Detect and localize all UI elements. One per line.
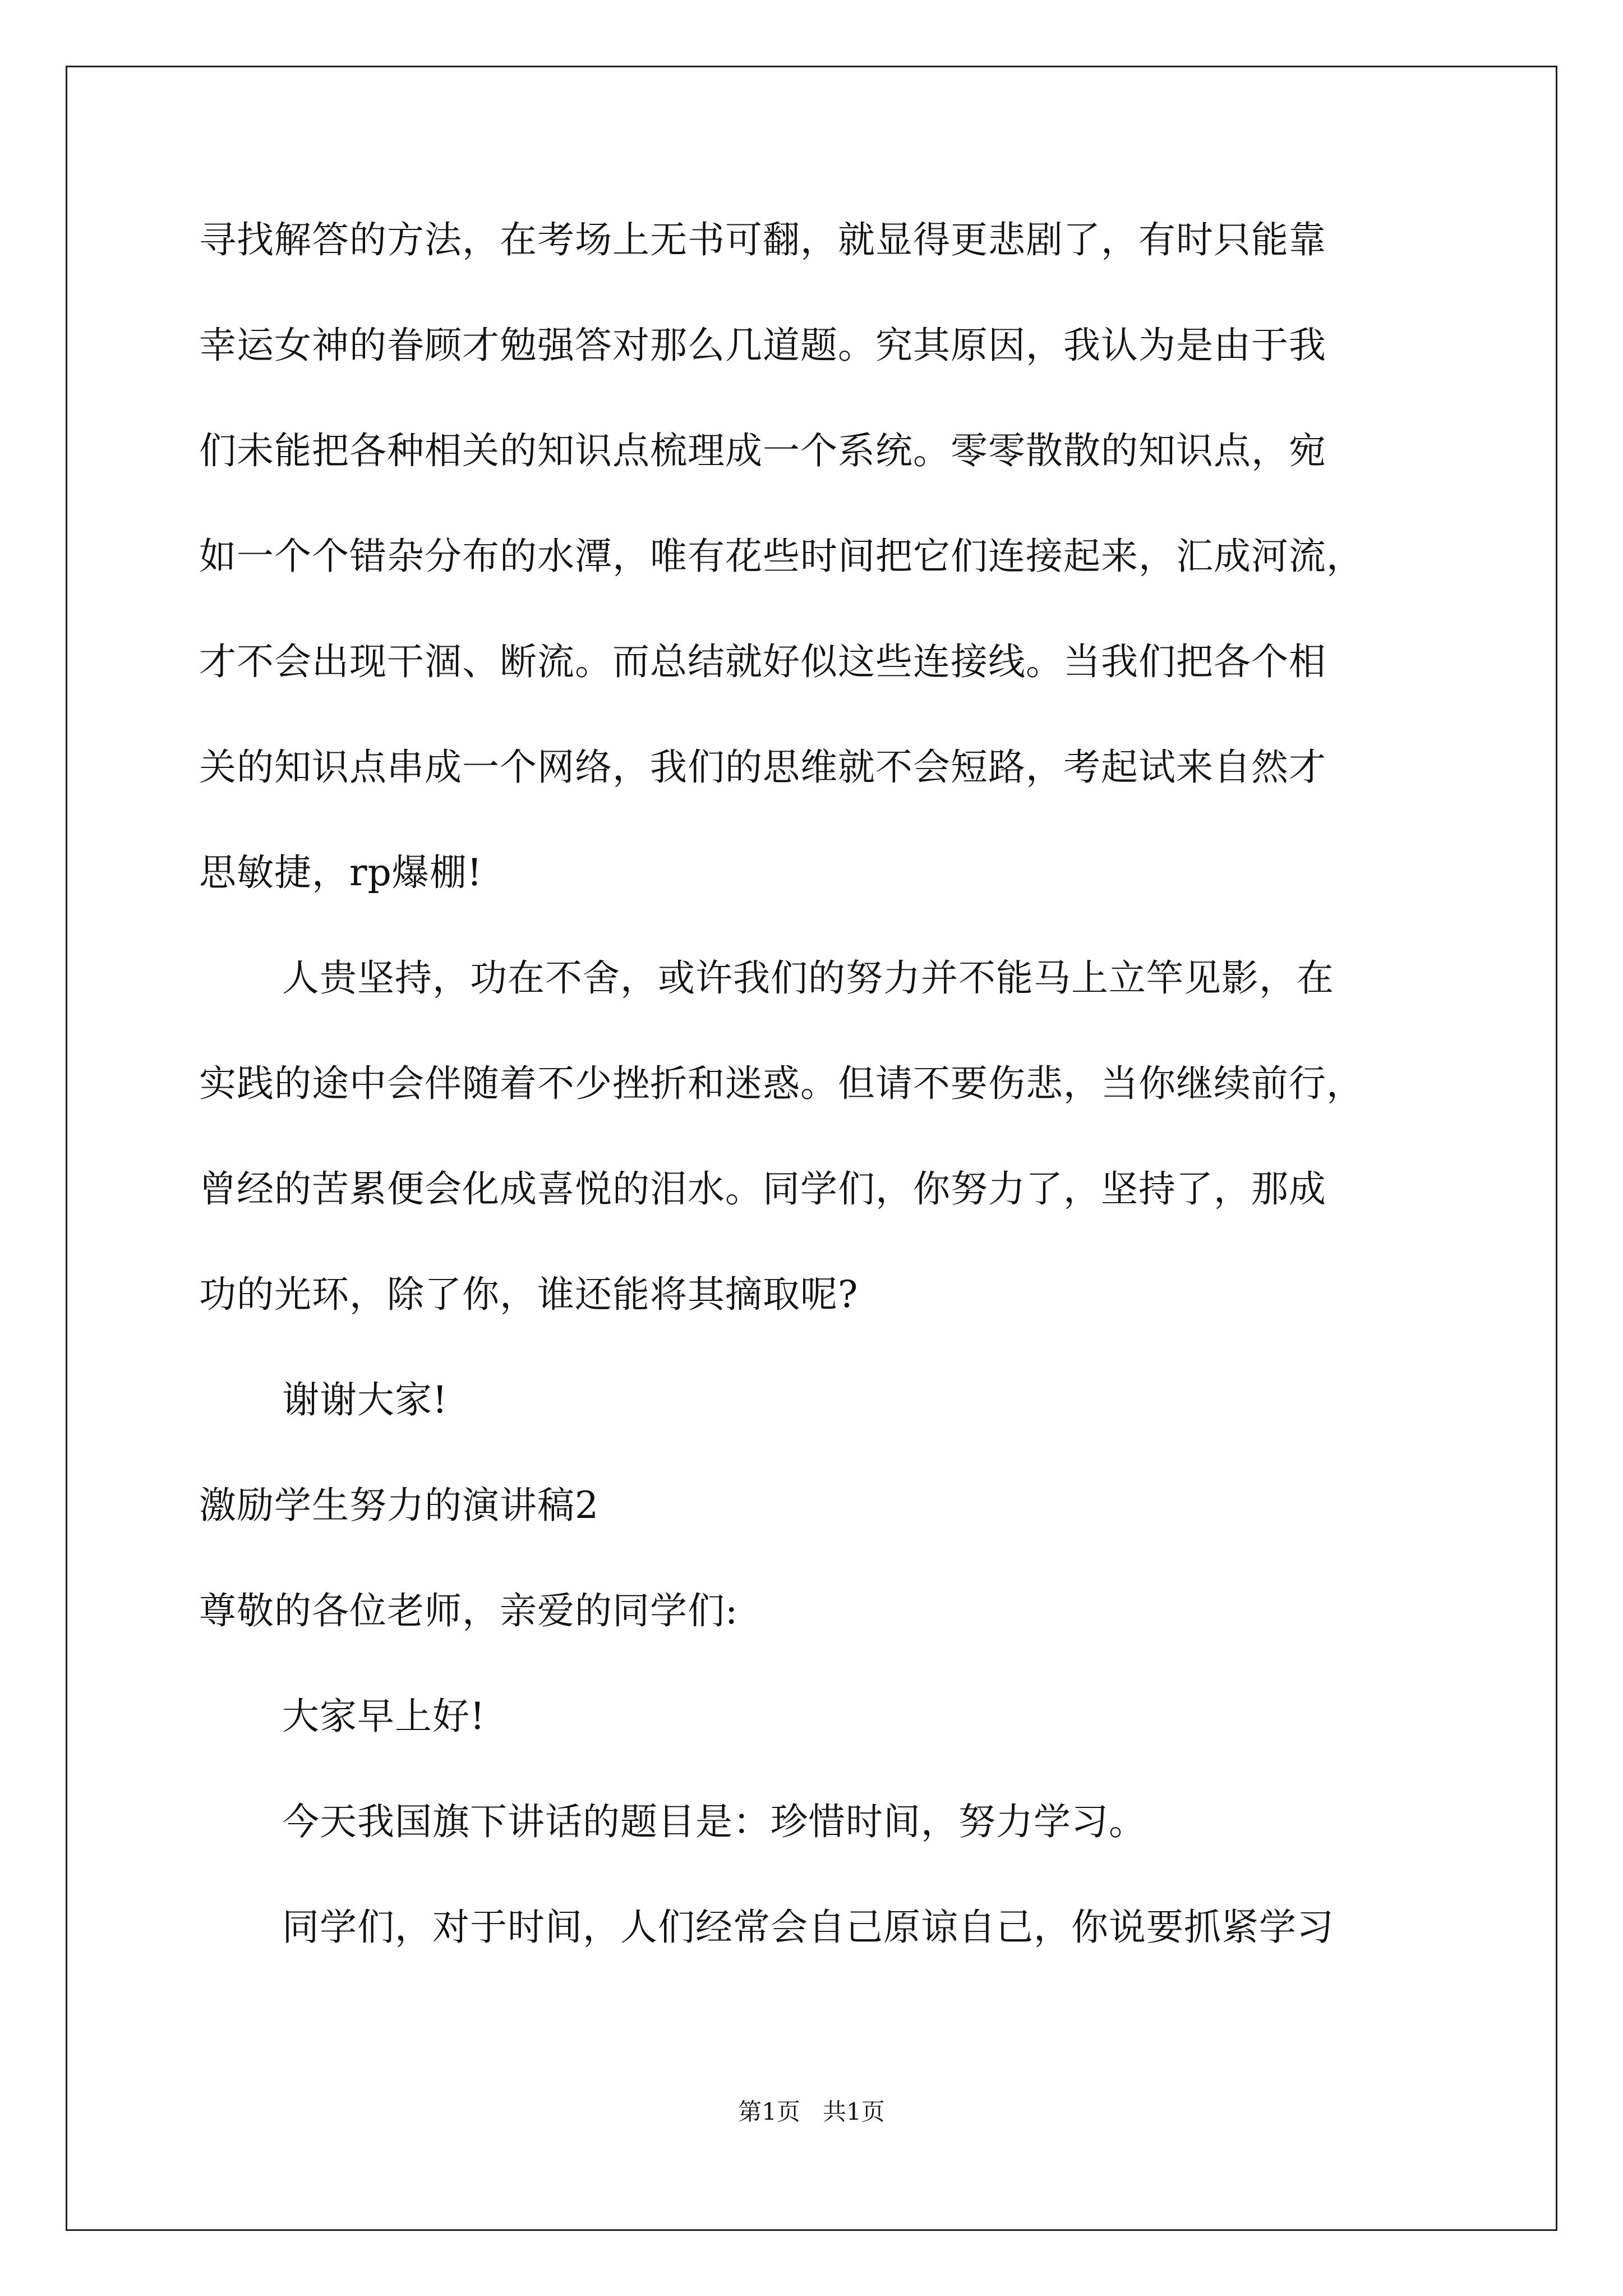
greeting: 大家早上好! — [282, 1695, 486, 1738]
body-text-line: 功的光环，除了你，谁还能将其摘取呢? — [199, 1273, 859, 1316]
body-text-line: 曾经的苦累便会化成喜悦的泪水。同学们，你努力了，坚持了，那成 — [199, 1167, 1326, 1211]
paragraph-start-line: 同学们，对于时间，人们经常会自己原谅自己，你说要抓紧学习 — [282, 1906, 1334, 1949]
paragraph-start-line: 今天我国旗下讲话的题目是：珍惜时间，努力学习。 — [282, 1800, 1146, 1843]
body-text-line: 才不会出现干涸、断流。而总结就好似这些连接线。当我们把各个相 — [199, 640, 1326, 683]
body-text-line: 幸运女神的眷顾才勉强答对那么几道题。究其原因，我认为是由于我 — [199, 324, 1326, 367]
document-body — [199, 219, 1450, 2012]
paragraph-start-line: 人贵坚持，功在不舍，或许我们的努力并不能马上立竿见影，在 — [282, 956, 1334, 1000]
body-text-line: 如一个个错杂分布的水潭，唯有花些时间把它们连接起来，汇成河流， — [199, 535, 1364, 578]
closing-line: 谢谢大家! — [282, 1378, 448, 1421]
body-text-line: 寻找解答的方法，在考场上无书可翻，就显得更悲剧了，有时只能靠 — [199, 218, 1326, 261]
body-text-line: 思敏捷，rp爆棚! — [199, 851, 483, 894]
section-title: 激励学生努力的演讲稿2 — [199, 1484, 599, 1527]
salutation: 尊敬的各位老师，亲爱的同学们: — [199, 1589, 739, 1632]
body-text-line: 实践的途中会伴随着不少挫折和迷惑。但请不要伤悲，当你继续前行， — [199, 1062, 1364, 1105]
body-text-line: 们未能把各种相关的知识点梳理成一个系统。零零散散的知识点，宛 — [199, 429, 1326, 472]
body-text-line: 关的知识点串成一个网络，我们的思维就不会短路，考起试来自然才 — [199, 746, 1326, 789]
page-number-footer: 第1页 共1页 — [738, 2098, 885, 2125]
